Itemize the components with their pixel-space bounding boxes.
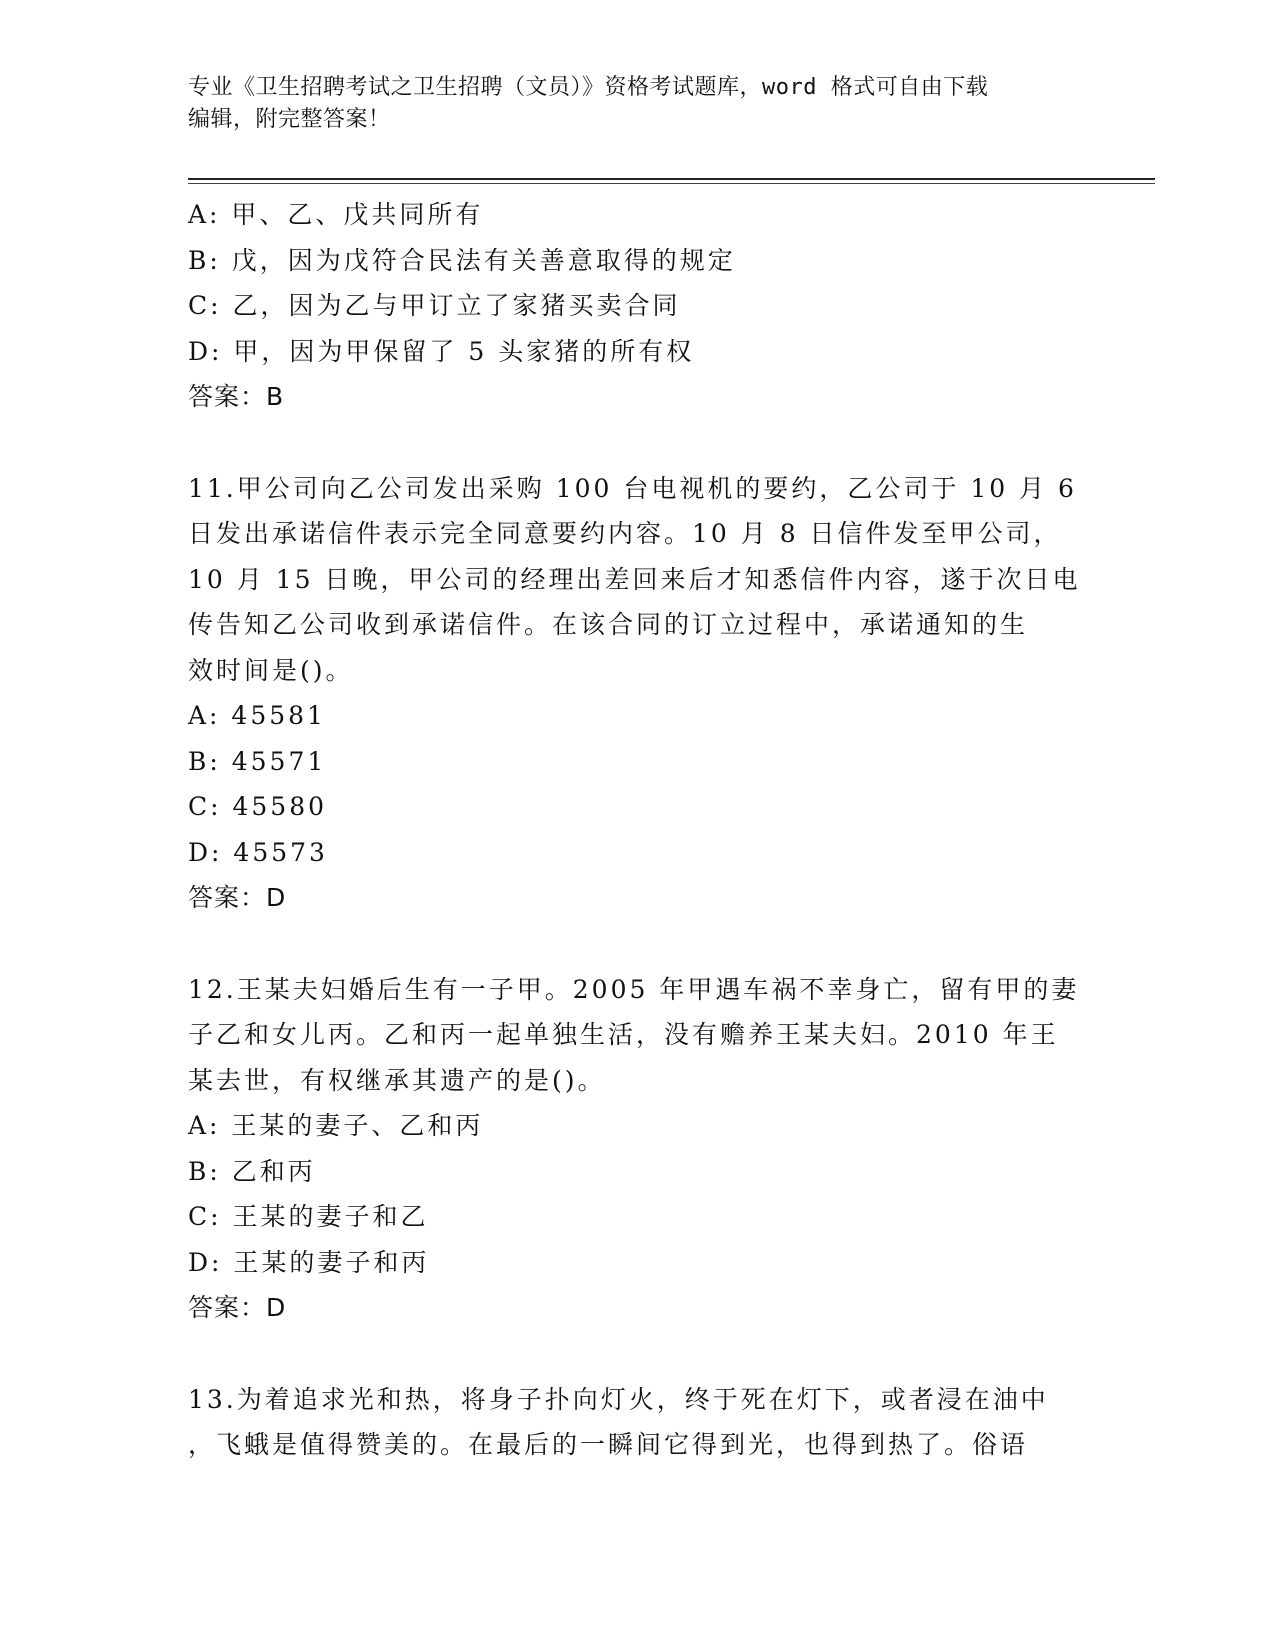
spacer bbox=[188, 420, 1088, 466]
q12-option-c: C: 王某的妻子和乙 bbox=[188, 1202, 429, 1231]
q11-option-b: B: 45571 bbox=[188, 746, 327, 776]
q12-answer: 答案：D bbox=[188, 1293, 287, 1322]
q11-stem-line-4: 传告知乙公司收到承诺信件。在该合同的订立过程中，承诺通知的生 bbox=[188, 610, 1029, 639]
q10-option-a: A: 甲、乙、戊共同所有 bbox=[188, 200, 484, 229]
question-12-block bbox=[188, 967, 1088, 1331]
q12-stem-line-2: 子乙和女儿丙。乙和丙一起单独生活，没有赡养王某夫妇。2010 年王 bbox=[188, 1020, 1059, 1049]
q11-stem-line-3: 10 月 15 日晚，甲公司的经理出差回来后才知悉信件内容，遂于次日电 bbox=[188, 564, 1081, 594]
question-content bbox=[188, 192, 1088, 1468]
q11-stem-line-2: 日发出承诺信件表示完全同意要约内容。10 月 8 日信件发至甲公司， bbox=[188, 519, 1062, 548]
q11-option-a: A: 45581 bbox=[188, 701, 326, 730]
q10-option-d: D: 甲，因为甲保留了 5 头家猪的所有权 bbox=[188, 336, 695, 366]
document-header bbox=[188, 72, 1088, 136]
q13-stem-line-2: ，飞蛾是值得赞美的。在最后的一瞬间它得到光，也得到热了。俗语 bbox=[188, 1430, 1029, 1459]
question-11-block bbox=[188, 466, 1088, 921]
q10-option-c: C: 乙，因为乙与甲订立了家猪买卖合同 bbox=[188, 291, 681, 320]
header-line-2: 编辑，附完整答案！ bbox=[188, 107, 391, 132]
header-line-1: 专业《卫生招聘考试之卫生招聘（文员）》资格考试题库，word 格式可自由下载 bbox=[188, 75, 989, 100]
q11-stem-line-1: 11.甲公司向乙公司发出采购 100 台电视机的要约，乙公司于 10 月 6 bbox=[188, 473, 1077, 503]
q11-option-d: D: 45573 bbox=[188, 837, 328, 867]
q13-stem-line-1: 13.为着追求光和热，将身子扑向灯火，终于死在灯下，或者浸在油中 bbox=[188, 1384, 1049, 1414]
q12-stem-line-1: 12.王某夫妇婚后生有一子甲。2005 年甲遇车祸不幸身亡，留有甲的妻 bbox=[188, 974, 1080, 1004]
question-10-block bbox=[188, 192, 1088, 420]
question-13-block bbox=[188, 1377, 1088, 1468]
q12-option-a: A: 王某的妻子、乙和丙 bbox=[188, 1111, 484, 1140]
q12-option-b: B: 乙和丙 bbox=[188, 1156, 316, 1186]
q11-option-c: C: 45580 bbox=[188, 792, 328, 821]
q10-option-b: B: 戊，因为戊符合民法有关善意取得的规定 bbox=[188, 245, 736, 275]
q10-answer: 答案：B bbox=[188, 382, 285, 411]
spacer bbox=[188, 921, 1088, 967]
spacer bbox=[188, 1331, 1088, 1377]
q12-stem-line-3: 某去世，有权继承其遗产的是()。 bbox=[188, 1065, 606, 1095]
q11-answer: 答案：D bbox=[188, 883, 287, 912]
header-divider bbox=[188, 178, 1155, 180]
header-divider-thin bbox=[188, 183, 1155, 184]
q11-stem-line-5: 效时间是()。 bbox=[188, 655, 354, 685]
q12-option-d: D: 王某的妻子和丙 bbox=[188, 1247, 430, 1277]
